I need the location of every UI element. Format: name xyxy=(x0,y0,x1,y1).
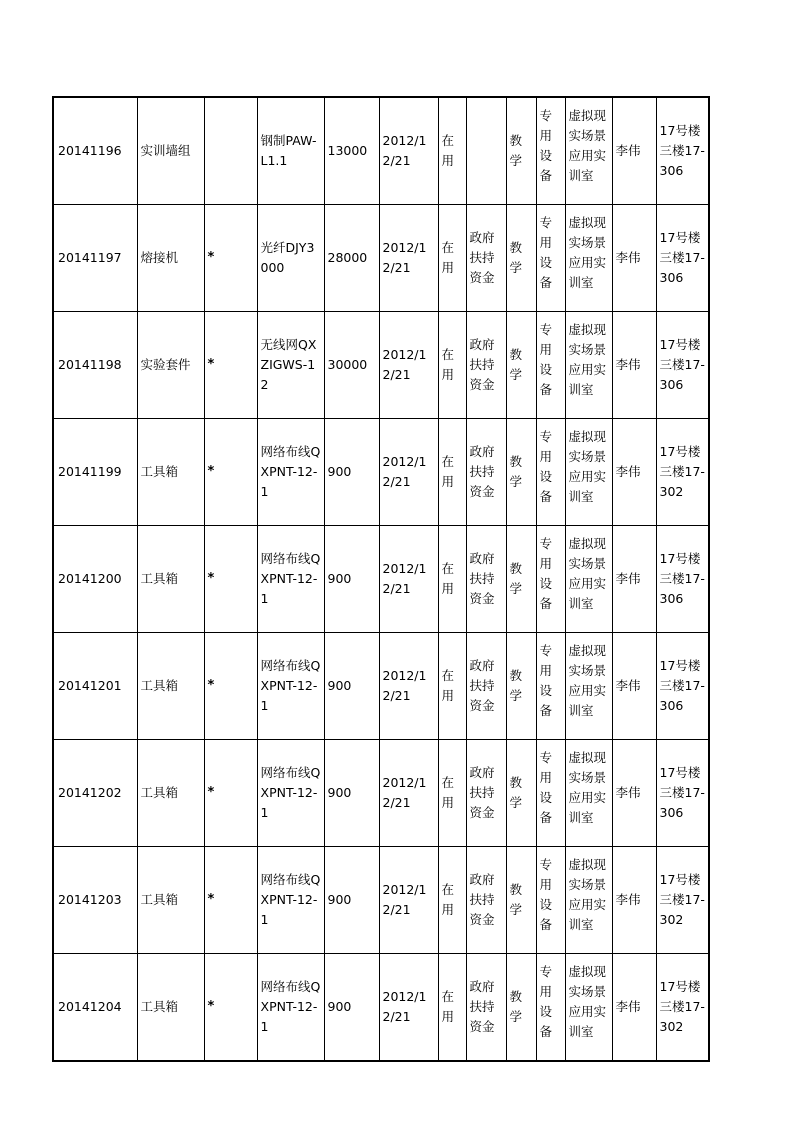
custodian-cell xyxy=(612,954,656,1062)
custodian-cell-text: 李伟 xyxy=(615,250,641,265)
department-cell xyxy=(565,740,612,847)
status-cell-text: 在用 xyxy=(441,454,455,489)
category-cell-text: 专用设备 xyxy=(539,750,553,825)
custodian-cell-text: 李伟 xyxy=(615,999,641,1014)
price-cell-text: 13000 xyxy=(327,143,368,158)
price-cell xyxy=(324,312,379,419)
usage-cell-text: 教学 xyxy=(509,347,523,382)
funding-cell-text: 政府扶持资金 xyxy=(469,444,495,499)
status-cell-text: 在用 xyxy=(441,347,455,382)
usage-cell xyxy=(506,526,536,633)
mark-cell-text: * xyxy=(207,678,215,693)
asset-id-cell xyxy=(53,633,137,740)
mark-cell-text: * xyxy=(207,250,215,265)
funding-cell-text: 政府扶持资金 xyxy=(469,337,495,392)
asset-name-cell xyxy=(137,633,204,740)
asset-id-cell xyxy=(53,740,137,847)
custodian-cell-text: 李伟 xyxy=(615,357,641,372)
mark-cell xyxy=(204,633,257,740)
asset-name-cell xyxy=(137,205,204,312)
custodian-cell xyxy=(612,740,656,847)
location-cell-text: 17号楼三楼17-306 xyxy=(659,337,705,392)
table-row xyxy=(53,847,709,954)
funding-cell-text: 政府扶持资金 xyxy=(469,765,495,820)
department-cell xyxy=(565,526,612,633)
mark-cell-text: * xyxy=(207,999,215,1014)
status-cell-text: 在用 xyxy=(441,668,455,703)
table-row xyxy=(53,419,709,526)
funding-cell-text: 政府扶持资金 xyxy=(469,551,495,606)
mark-cell-text: * xyxy=(207,464,215,479)
asset-name-cell xyxy=(137,97,204,205)
department-cell-text: 虚拟现实场景应用实训室 xyxy=(568,215,607,290)
asset-name-cell xyxy=(137,419,204,526)
asset-name-cell xyxy=(137,312,204,419)
category-cell-text: 专用设备 xyxy=(539,108,553,183)
asset-name-cell-text: 工具箱 xyxy=(140,999,179,1014)
status-cell xyxy=(438,740,466,847)
usage-cell-text: 教学 xyxy=(509,989,523,1024)
date-cell-text: 2012/12/21 xyxy=(382,454,427,489)
custodian-cell xyxy=(612,419,656,526)
mark-cell xyxy=(204,740,257,847)
usage-cell-text: 教学 xyxy=(509,561,523,596)
custodian-cell xyxy=(612,633,656,740)
department-cell-text: 虚拟现实场景应用实训室 xyxy=(568,108,607,183)
price-cell xyxy=(324,633,379,740)
status-cell xyxy=(438,633,466,740)
funding-cell xyxy=(466,954,506,1062)
location-cell-text: 17号楼三楼17-306 xyxy=(659,123,705,178)
asset-id-cell-text: 20141202 xyxy=(58,785,122,800)
status-cell-text: 在用 xyxy=(441,240,455,275)
custodian-cell-text: 李伟 xyxy=(615,571,641,586)
category-cell-text: 专用设备 xyxy=(539,429,553,504)
usage-cell xyxy=(506,633,536,740)
location-cell-text: 17号楼三楼17-306 xyxy=(659,765,705,820)
funding-cell xyxy=(466,205,506,312)
funding-cell xyxy=(466,312,506,419)
usage-cell xyxy=(506,847,536,954)
model-cell xyxy=(257,419,324,526)
department-cell-text: 虚拟现实场景应用实训室 xyxy=(568,857,607,932)
mark-cell xyxy=(204,954,257,1062)
table-row xyxy=(53,526,709,633)
price-cell-text: 900 xyxy=(327,785,352,800)
category-cell xyxy=(536,740,565,847)
location-cell xyxy=(656,97,709,205)
asset-name-cell-text: 工具箱 xyxy=(140,464,179,479)
table-row xyxy=(53,633,709,740)
usage-cell xyxy=(506,312,536,419)
custodian-cell-text: 李伟 xyxy=(615,678,641,693)
date-cell-text: 2012/12/21 xyxy=(382,775,427,810)
usage-cell xyxy=(506,954,536,1062)
price-cell xyxy=(324,526,379,633)
department-cell xyxy=(565,954,612,1062)
location-cell-text: 17号楼三楼17-302 xyxy=(659,872,705,927)
custodian-cell-text: 李伟 xyxy=(615,785,641,800)
date-cell-text: 2012/12/21 xyxy=(382,882,427,917)
price-cell xyxy=(324,740,379,847)
location-cell-text: 17号楼三楼17-302 xyxy=(659,444,705,499)
department-cell xyxy=(565,312,612,419)
date-cell xyxy=(379,419,438,526)
date-cell xyxy=(379,97,438,205)
asset-id-cell-text: 20141204 xyxy=(58,999,122,1014)
usage-cell-text: 教学 xyxy=(509,240,523,275)
date-cell-text: 2012/12/21 xyxy=(382,347,427,382)
asset-id-cell xyxy=(53,312,137,419)
price-cell xyxy=(324,205,379,312)
location-cell xyxy=(656,312,709,419)
category-cell-text: 专用设备 xyxy=(539,964,553,1039)
department-cell-text: 虚拟现实场景应用实训室 xyxy=(568,643,607,718)
usage-cell-text: 教学 xyxy=(509,668,523,703)
mark-cell xyxy=(204,847,257,954)
asset-id-cell xyxy=(53,954,137,1062)
usage-cell-text: 教学 xyxy=(509,775,523,810)
mark-cell xyxy=(204,97,257,205)
model-cell xyxy=(257,526,324,633)
department-cell-text: 虚拟现实场景应用实训室 xyxy=(568,536,607,611)
funding-cell xyxy=(466,97,506,205)
custodian-cell-text: 李伟 xyxy=(615,892,641,907)
asset-id-cell xyxy=(53,847,137,954)
custodian-cell xyxy=(612,97,656,205)
date-cell xyxy=(379,633,438,740)
status-cell xyxy=(438,312,466,419)
status-cell xyxy=(438,205,466,312)
department-cell xyxy=(565,97,612,205)
asset-id-cell-text: 20141197 xyxy=(58,250,122,265)
funding-cell-text: 政府扶持资金 xyxy=(469,979,495,1034)
usage-cell-text: 教学 xyxy=(509,454,523,489)
funding-cell-text: 政府扶持资金 xyxy=(469,872,495,927)
category-cell xyxy=(536,847,565,954)
model-cell xyxy=(257,740,324,847)
department-cell xyxy=(565,633,612,740)
mark-cell xyxy=(204,312,257,419)
funding-cell xyxy=(466,633,506,740)
funding-cell xyxy=(466,847,506,954)
mark-cell-text: * xyxy=(207,571,215,586)
mark-cell xyxy=(204,205,257,312)
department-cell xyxy=(565,205,612,312)
table-body xyxy=(53,97,709,1061)
status-cell-text: 在用 xyxy=(441,561,455,596)
model-cell-text: 光纤DJY3000 xyxy=(260,240,315,275)
date-cell-text: 2012/12/21 xyxy=(382,989,427,1024)
table-row xyxy=(53,740,709,847)
model-cell-text: 网络布线QXPNT-12-1 xyxy=(260,551,321,606)
category-cell-text: 专用设备 xyxy=(539,536,553,611)
asset-table xyxy=(52,96,710,1062)
mark-cell-text: * xyxy=(207,785,215,800)
department-cell-text: 虚拟现实场景应用实训室 xyxy=(568,964,607,1039)
date-cell-text: 2012/12/21 xyxy=(382,561,427,596)
asset-id-cell-text: 20141201 xyxy=(58,678,122,693)
model-cell xyxy=(257,97,324,205)
status-cell-text: 在用 xyxy=(441,882,455,917)
usage-cell xyxy=(506,97,536,205)
table-row xyxy=(53,312,709,419)
model-cell xyxy=(257,847,324,954)
mark-cell xyxy=(204,419,257,526)
price-cell-text: 900 xyxy=(327,678,352,693)
location-cell-text: 17号楼三楼17-306 xyxy=(659,551,705,606)
category-cell xyxy=(536,97,565,205)
status-cell-text: 在用 xyxy=(441,133,455,168)
date-cell-text: 2012/12/21 xyxy=(382,668,427,703)
asset-id-cell xyxy=(53,205,137,312)
asset-id-cell-text: 20141203 xyxy=(58,892,122,907)
location-cell xyxy=(656,419,709,526)
status-cell xyxy=(438,954,466,1062)
price-cell-text: 900 xyxy=(327,464,352,479)
location-cell-text: 17号楼三楼17-306 xyxy=(659,658,705,713)
usage-cell-text: 教学 xyxy=(509,882,523,917)
price-cell xyxy=(324,954,379,1062)
price-cell-text: 28000 xyxy=(327,250,368,265)
model-cell-text: 网络布线QXPNT-12-1 xyxy=(260,979,321,1034)
location-cell xyxy=(656,740,709,847)
asset-id-cell-text: 20141198 xyxy=(58,357,122,372)
asset-name-cell xyxy=(137,954,204,1062)
location-cell xyxy=(656,954,709,1062)
table-row xyxy=(53,205,709,312)
category-cell-text: 专用设备 xyxy=(539,215,553,290)
usage-cell xyxy=(506,419,536,526)
status-cell xyxy=(438,419,466,526)
date-cell xyxy=(379,847,438,954)
asset-name-cell-text: 实训墙组 xyxy=(140,143,191,158)
location-cell xyxy=(656,847,709,954)
asset-name-cell xyxy=(137,740,204,847)
asset-id-cell xyxy=(53,419,137,526)
table-row xyxy=(53,954,709,1062)
department-cell xyxy=(565,419,612,526)
date-cell xyxy=(379,954,438,1062)
asset-name-cell-text: 工具箱 xyxy=(140,892,179,907)
asset-id-cell-text: 20141199 xyxy=(58,464,122,479)
location-cell xyxy=(656,633,709,740)
asset-name-cell xyxy=(137,526,204,633)
mark-cell xyxy=(204,526,257,633)
model-cell xyxy=(257,633,324,740)
status-cell-text: 在用 xyxy=(441,775,455,810)
asset-name-cell-text: 工具箱 xyxy=(140,571,179,586)
custodian-cell xyxy=(612,312,656,419)
location-cell-text: 17号楼三楼17-306 xyxy=(659,230,705,285)
model-cell-text: 钢制PAW-L1.1 xyxy=(260,133,317,168)
category-cell xyxy=(536,312,565,419)
asset-name-cell xyxy=(137,847,204,954)
funding-cell xyxy=(466,419,506,526)
asset-name-cell-text: 工具箱 xyxy=(140,678,179,693)
model-cell-text: 网络布线QXPNT-12-1 xyxy=(260,765,321,820)
category-cell xyxy=(536,954,565,1062)
location-cell-text: 17号楼三楼17-302 xyxy=(659,979,705,1034)
custodian-cell xyxy=(612,205,656,312)
price-cell xyxy=(324,419,379,526)
category-cell xyxy=(536,205,565,312)
status-cell xyxy=(438,847,466,954)
funding-cell-text: 政府扶持资金 xyxy=(469,658,495,713)
department-cell-text: 虚拟现实场景应用实训室 xyxy=(568,429,607,504)
category-cell-text: 专用设备 xyxy=(539,322,553,397)
location-cell xyxy=(656,205,709,312)
asset-id-cell xyxy=(53,97,137,205)
date-cell-text: 2012/12/21 xyxy=(382,133,427,168)
price-cell xyxy=(324,847,379,954)
category-cell-text: 专用设备 xyxy=(539,857,553,932)
location-cell xyxy=(656,526,709,633)
category-cell-text: 专用设备 xyxy=(539,643,553,718)
date-cell xyxy=(379,205,438,312)
date-cell xyxy=(379,312,438,419)
date-cell xyxy=(379,740,438,847)
funding-cell xyxy=(466,740,506,847)
custodian-cell xyxy=(612,526,656,633)
model-cell xyxy=(257,954,324,1062)
custodian-cell-text: 李伟 xyxy=(615,464,641,479)
model-cell-text: 网络布线QXPNT-12-1 xyxy=(260,872,321,927)
price-cell-text: 30000 xyxy=(327,357,368,372)
usage-cell xyxy=(506,205,536,312)
asset-id-cell-text: 20141196 xyxy=(58,143,122,158)
asset-id-cell xyxy=(53,526,137,633)
funding-cell-text: 政府扶持资金 xyxy=(469,230,495,285)
price-cell-text: 900 xyxy=(327,571,352,586)
status-cell-text: 在用 xyxy=(441,989,455,1024)
category-cell xyxy=(536,633,565,740)
asset-name-cell-text: 实验套件 xyxy=(140,357,191,372)
usage-cell-text: 教学 xyxy=(509,133,523,168)
custodian-cell-text: 李伟 xyxy=(615,143,641,158)
model-cell-text: 网络布线QXPNT-12-1 xyxy=(260,658,321,713)
mark-cell-text: * xyxy=(207,357,215,372)
asset-id-cell-text: 20141200 xyxy=(58,571,122,586)
date-cell-text: 2012/12/21 xyxy=(382,240,427,275)
funding-cell xyxy=(466,526,506,633)
model-cell xyxy=(257,205,324,312)
department-cell xyxy=(565,847,612,954)
status-cell xyxy=(438,526,466,633)
price-cell xyxy=(324,97,379,205)
usage-cell xyxy=(506,740,536,847)
model-cell-text: 无线网QXZIGWS-12 xyxy=(260,337,317,392)
asset-name-cell-text: 工具箱 xyxy=(140,785,179,800)
status-cell xyxy=(438,97,466,205)
category-cell xyxy=(536,419,565,526)
category-cell xyxy=(536,526,565,633)
table-row xyxy=(53,97,709,205)
asset-name-cell-text: 熔接机 xyxy=(140,250,179,265)
model-cell-text: 网络布线QXPNT-12-1 xyxy=(260,444,321,499)
date-cell xyxy=(379,526,438,633)
price-cell-text: 900 xyxy=(327,999,352,1014)
price-cell-text: 900 xyxy=(327,892,352,907)
model-cell xyxy=(257,312,324,419)
department-cell-text: 虚拟现实场景应用实训室 xyxy=(568,322,607,397)
mark-cell-text: * xyxy=(207,892,215,907)
custodian-cell xyxy=(612,847,656,954)
department-cell-text: 虚拟现实场景应用实训室 xyxy=(568,750,607,825)
